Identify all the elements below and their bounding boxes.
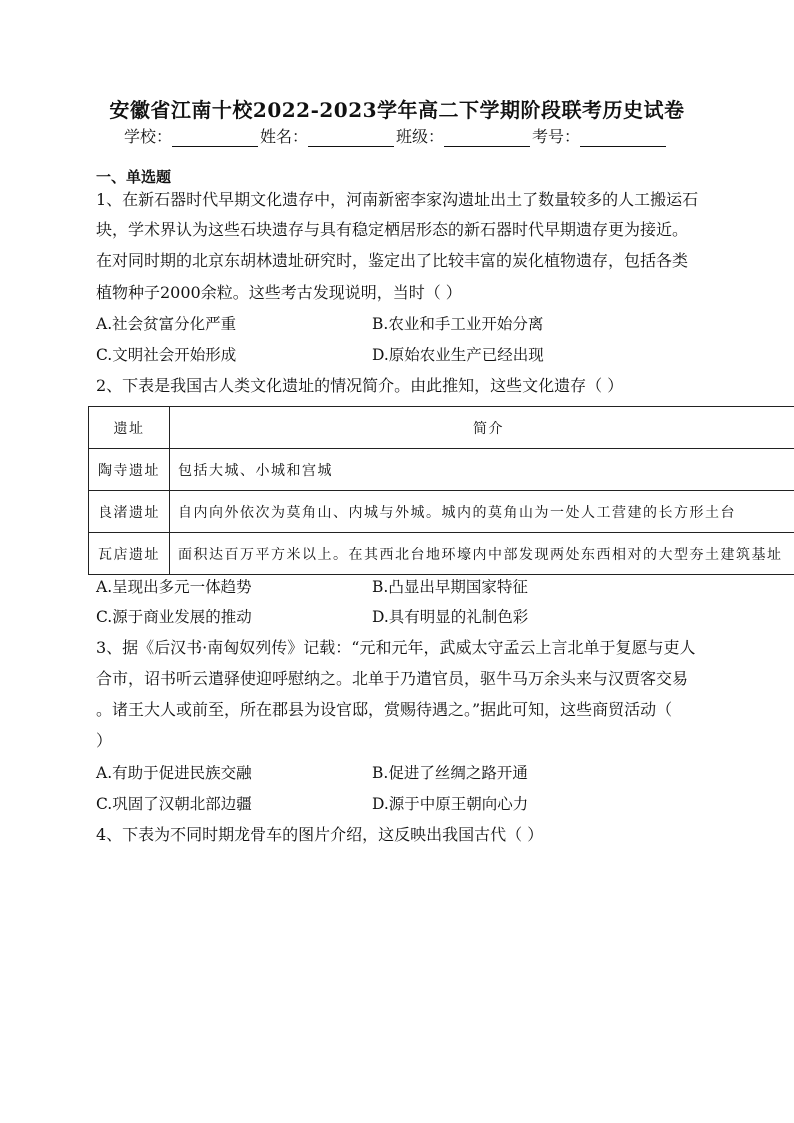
q1-option-b[interactable]: B.农业和手工业开始分离: [372, 315, 544, 333]
q1-option-d[interactable]: D.原始农业生产已经出现: [372, 346, 544, 364]
q3-option-d[interactable]: D.源于中原王朝向心力: [372, 795, 529, 813]
table-header-cell: 遗址: [89, 407, 170, 449]
table-cell: 面积达百万平方米以上。在其西北台地环壕内中部发现两处东西相对的大型夯土建筑基址: [170, 533, 794, 575]
table-row: [89, 449, 794, 491]
section-heading: 一、单选题: [96, 168, 172, 186]
q3-option-a[interactable]: A.有助于促进民族交融: [96, 764, 252, 782]
exam-number-field[interactable]: [580, 129, 666, 147]
q1-option-c[interactable]: C.文明社会开始形成: [96, 346, 237, 364]
q3-line: ）: [96, 731, 113, 750]
class-label: 班级：: [396, 127, 445, 146]
q1-line: 块，学术界认为这些石块遗存与具有稳定栖居形态的新石器时代早期遗存更为接近。: [96, 220, 689, 239]
q1-line: 植物种子2000余粒。这些考古发现说明，当时（ ）: [96, 283, 462, 302]
table-cell: 包括大城、小城和宫城: [170, 449, 794, 491]
q1-line: 1、在新石器时代早期文化遗存中，河南新密李家沟遗址出土了数量较多的人工搬运石: [96, 190, 699, 209]
q3-line: 。诸王大人或前至，所在郡县为设官邸，赏赐待遇之。”据此可知，这些商贸活动（: [96, 700, 673, 719]
page-title: 安徽省江南十校2022-2023学年高二下学期阶段联考历史试卷: [109, 98, 685, 122]
table-cell: 良渚遗址: [89, 491, 170, 533]
table-header-cell: 简介: [170, 407, 794, 449]
table-cell: 自内向外依次为莫角山、内城与外城。城内的莫角山为一处人工营建的长方形土台: [170, 491, 794, 533]
q2-stem: 2、下表是我国古人类文化遗址的情况简介。由此推知，这些文化遗存（ ）: [96, 376, 624, 395]
table-row: [89, 491, 794, 533]
q1-line: 在对同时期的北京东胡林遗址研究时，鉴定出了比较丰富的炭化植物遗存，包括各类: [96, 251, 689, 270]
exam-number-label: 考号：: [532, 127, 581, 146]
q3-option-c[interactable]: C.巩固了汉朝北部边疆: [96, 795, 252, 813]
name-field[interactable]: [308, 129, 394, 147]
table-cell: 陶寺遗址: [89, 449, 170, 491]
q4-stem: 4、下表为不同时期龙骨车的图片介绍，这反映出我国古代（ ）: [96, 825, 544, 844]
table-header-row: [89, 407, 794, 449]
table-row: [89, 533, 794, 575]
name-label: 姓名：: [260, 127, 309, 146]
school-field[interactable]: [172, 129, 258, 147]
q3-option-b[interactable]: B.促进了丝绸之路开通: [372, 764, 528, 782]
school-label: 学校：: [124, 127, 173, 146]
q3-line: 合市，诏书听云遣驿使迎呼慰纳之。北单于乃遣官员，驱牛马万余头来与汉贾客交易: [96, 669, 689, 688]
table-cell: 瓦店遗址: [89, 533, 170, 575]
q2-option-d[interactable]: D.具有明显的礼制色彩: [372, 608, 529, 626]
q3-line: 3、据《后汉书·南匈奴列传》记载：“元和元年，武威太守孟云上言北单于复愿与吏人: [96, 638, 696, 657]
q2-option-c[interactable]: C.源于商业发展的推动: [96, 608, 252, 626]
q2-table: [88, 406, 794, 575]
student-info-row: [124, 124, 668, 147]
q2-option-b[interactable]: B.凸显出早期国家特征: [372, 578, 528, 596]
q2-option-a[interactable]: A.呈现出多元一体趋势: [96, 578, 252, 596]
class-field[interactable]: [444, 129, 530, 147]
q1-option-a[interactable]: A.社会贫富分化严重: [96, 315, 237, 333]
